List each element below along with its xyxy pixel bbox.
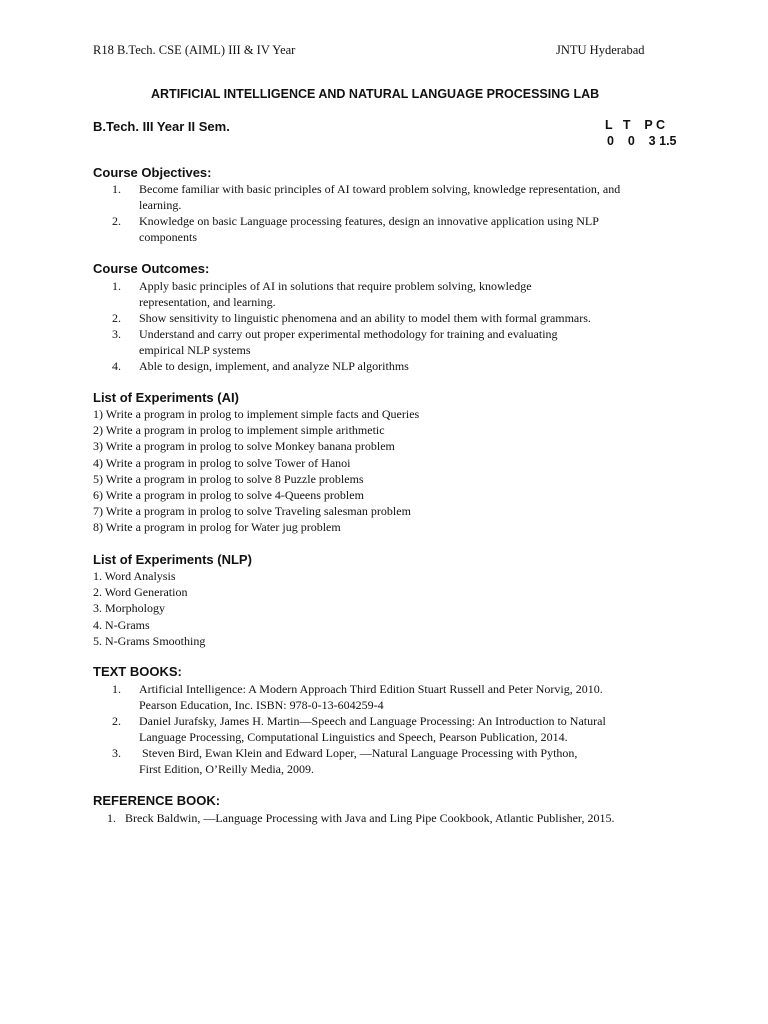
list-item — [112, 713, 692, 745]
text-books-list — [112, 681, 692, 777]
list-item-number: 3. — [112, 746, 121, 760]
semester-label: B.Tech. III Year II Sem. — [93, 119, 230, 134]
list-item-text — [139, 358, 409, 374]
list-item-text — [139, 213, 599, 245]
list-item-line: Understand and carry out proper experimental methodology for training and evaluating — [139, 327, 558, 341]
experiments-nlp-list — [93, 568, 693, 649]
list-item-number: 1. — [112, 279, 121, 293]
list-item-text — [139, 326, 558, 358]
list-item-line: Artificial Intelligence: A Modern Approach Third Edition Stuart Russell and Peter Norvig, 2010. — [139, 682, 603, 696]
list-item: 5. N-Grams Smoothing — [93, 633, 206, 648]
list-item — [112, 681, 692, 713]
list-item — [112, 745, 692, 777]
experiments-ai-heading: List of Experiments (AI) — [93, 390, 239, 405]
list-item-line: Steven Bird, Ewan Klein and Edward Loper, —Natural Language Processing with Python, — [139, 746, 578, 760]
list-item-number: 1. — [112, 182, 121, 196]
list-item — [112, 358, 672, 374]
list-item-text — [139, 713, 606, 745]
list-item-text — [139, 745, 577, 777]
list-item-text — [139, 310, 591, 326]
objectives-heading: Course Objectives: — [93, 165, 212, 180]
list-item: 1) Write a program in prolog to implement simple facts and Queries — [93, 407, 420, 421]
list-item-line: First Edition, O’Reilly Media, 2009. — [139, 762, 314, 776]
outcomes-heading: Course Outcomes: — [93, 261, 210, 276]
experiments-ai-list — [93, 406, 693, 536]
list-item: 2) Write a program in prolog to implement simple arithmetic — [93, 423, 385, 438]
list-item — [112, 213, 672, 245]
objectives-list — [112, 181, 672, 245]
list-item — [112, 326, 672, 358]
list-item — [112, 310, 672, 326]
list-item: 7) Write a program in prolog to solve Traveling salesman problem — [93, 504, 411, 519]
text-books-heading: TEXT BOOKS: — [93, 664, 182, 679]
list-item-line: empirical NLP systems — [139, 343, 251, 357]
list-item: 5) Write a program in prolog to solve 8 Puzzle problems — [93, 471, 364, 486]
list-item: 4. N-Grams — [93, 617, 150, 632]
list-item — [107, 810, 692, 826]
list-item-number: 2. — [112, 214, 121, 228]
list-item-number: 1. — [107, 811, 116, 825]
list-item-number: 4. — [112, 359, 121, 373]
list-item-number: 1. — [112, 682, 121, 696]
outcomes-list — [112, 278, 672, 374]
list-item: 8) Write a program in prolog for Water jug problem — [93, 520, 341, 535]
list-item-line: Apply basic principles of AI in solutions that require problem solving, knowledge — [139, 279, 532, 293]
reference-book-list — [107, 810, 692, 826]
list-item-line: learning. — [139, 198, 182, 212]
list-item-line: Able to design, implement, and analyze NLP algorithms — [139, 359, 409, 373]
list-item: 6) Write a program in prolog to solve 4-Queens problem — [93, 487, 364, 502]
page-title: ARTIFICIAL INTELLIGENCE AND NATURAL LANGUAGE PROCESSING LAB — [151, 87, 600, 101]
list-item-line: Show sensitivity to linguistic phenomena and an ability to model them with formal grammars. — [139, 311, 591, 325]
list-item-text — [139, 181, 620, 213]
list-item-number: 2. — [112, 311, 121, 325]
list-item-line: Pearson Education, Inc. ISBN: 978-0-13-604259-4 — [139, 698, 384, 712]
list-item-line: Language Processing, Computational Linguistics and Speech, Pearson Publication, 2014. — [139, 730, 568, 744]
reference-book-heading: REFERENCE BOOK: — [93, 793, 221, 808]
list-item-text — [125, 810, 614, 826]
credits-labels: L T P C — [605, 118, 665, 132]
list-item-line: components — [139, 230, 197, 244]
list-item-line: Knowledge on basic Language processing features, design an innovative application using NLP — [139, 214, 599, 228]
list-item-line: representation, and learning. — [139, 295, 276, 309]
header-right: JNTU Hyderabad — [556, 43, 645, 57]
header-left: R18 B.Tech. CSE (AIML) III & IV Year — [93, 43, 296, 57]
list-item-line: Become familiar with basic principles of AI toward problem solving, knowledge representation, and — [139, 182, 621, 196]
list-item-line: Breck Baldwin, —Language Processing with Java and Ling Pipe Cookbook, Atlantic Publisher, 2015. — [125, 811, 615, 825]
list-item: 2. Word Generation — [93, 585, 188, 600]
list-item: 4) Write a program in prolog to solve Tower of Hanoi — [93, 455, 351, 470]
list-item-line: Daniel Jurafsky, James H. Martin—Speech and Language Processing: An Introduction to Natural — [139, 714, 606, 728]
list-item: 3. Morphology — [93, 601, 165, 616]
list-item-text — [139, 278, 532, 310]
list-item — [112, 278, 672, 310]
list-item: 3) Write a program in prolog to solve Monkey banana problem — [93, 439, 395, 454]
list-item: 1. Word Analysis — [93, 569, 176, 583]
list-item-text — [139, 681, 603, 713]
list-item-number: 3. — [112, 327, 121, 341]
experiments-nlp-heading: List of Experiments (NLP) — [93, 552, 252, 567]
list-item — [112, 181, 672, 213]
list-item-number: 2. — [112, 714, 121, 728]
credits-values: 0 0 3 1.5 — [607, 134, 677, 148]
